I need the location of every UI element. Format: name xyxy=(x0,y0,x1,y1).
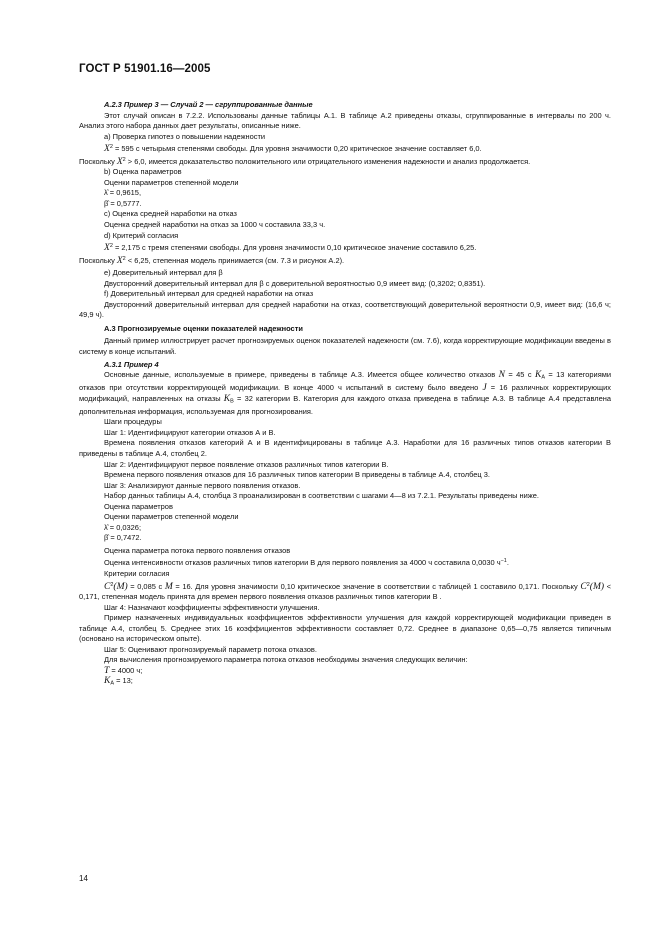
lambda-hat-symbol: λ̂ xyxy=(104,522,108,532)
paragraph: Времена появления отказов категорий А и В идентифицированы в таблице А.3. Наработки для 16 различных типов отказов категории В приведены в таблице А.4, столбец 2. xyxy=(79,438,611,458)
superscript: 2 xyxy=(586,581,590,588)
paragraph: Времена первого появления отказов для 16 различных типов категории В приведены в таблице А.4, столбец 3. xyxy=(104,470,490,480)
formula-line xyxy=(79,523,611,534)
text: < 6,25, степенная модель принимается (см. 7.3 и рисунок А.2). xyxy=(125,255,345,265)
formula-line xyxy=(79,188,611,199)
paragraph: Пример назначенных индивидуальных коэффициентов эффективности улучшения для каждой корректирующей модификации приведен в таблице А.4, столбец 5. Среднее этих 16 коэффициентов эффективности составляет 0,72. Среднее в диапазоне 0,65—0,75 является типичным (основано на историческом опыте). xyxy=(79,613,611,644)
document-header: ГОСТ Р 51901.16—2005 xyxy=(79,63,211,75)
text: = 0,0326; xyxy=(107,522,142,532)
paragraph xyxy=(79,155,611,168)
paragraph: Двусторонний доверительный интервал для средней наработки на отказ, соответствующий доверительной вероятности 0,9, имеет вид: (16,6 ч; 49,9 ч). xyxy=(79,299,611,320)
page-body xyxy=(79,98,611,689)
superscript: 2 xyxy=(122,156,126,163)
step-2: Шаг 2: Идентифицируют первое появление отказов различных типов категории В. xyxy=(104,459,389,469)
variable-ka xyxy=(79,676,611,689)
paragraph: Оценки параметров степенной модели xyxy=(104,177,239,187)
paragraph: Оценки параметров степенной модели xyxy=(104,512,239,522)
section-a23-heading: А.2.3 Пример 3 — Случай 2 — сгруппированные данные xyxy=(104,100,313,109)
formula-line xyxy=(79,199,611,210)
step-4: Шаг 4: Назначают коэффициенты эффективности улучшения. xyxy=(104,602,320,612)
subscript: A xyxy=(110,680,115,687)
text: = 0,085 с xyxy=(127,581,165,591)
text: < 0,171, степенная модель принята для времен первого появления отказов различных типов категории В . xyxy=(79,581,611,602)
text: . xyxy=(506,558,509,568)
text: = 16. Для уровня значимости 0,10 критическое значение в соответствии с таблицей 1 составило 0,171. Поскольку xyxy=(172,581,581,591)
symbol-k: K xyxy=(534,370,542,381)
text: = 0,9615, xyxy=(107,188,142,198)
chi-symbol: X xyxy=(104,144,110,155)
chi-symbol: X xyxy=(116,156,123,167)
section-a31-heading: А.3.1 Пример 4 xyxy=(104,359,159,369)
steps-title: Шаги процедуры xyxy=(104,417,162,427)
text: = 32 категории В. Категория для каждого отказа приведена в таблице А.3. В таблице А.4 представлена дополнительная информация, используемая для прогнозирования. xyxy=(79,393,611,416)
superscript: 2 xyxy=(110,581,114,588)
paragraph: Набор данных таблицы А.4, столбца 3 проанализирован в соответствии с шагами 4—8 из 7.2.1. Результаты приведены ниже. xyxy=(104,491,539,501)
text: Оценка интенсивности отказов различных типов категории В для первого появления за 4000 ч составила 0,0030 ч xyxy=(104,558,501,568)
chi-symbol: X xyxy=(104,243,110,254)
text: = 0,7472. xyxy=(108,533,142,543)
paragraph: Данный пример иллюстрирует расчет прогнозируемых оценок показателей надежности (см. 7.6), когда корректирующие модификации введены в систему в конце испытаний. xyxy=(79,336,611,357)
paragraph xyxy=(79,142,611,155)
list-item-e: e) Доверительный интервал для β xyxy=(104,268,223,278)
symbol-n: N xyxy=(498,370,505,381)
superscript: 2 xyxy=(109,144,113,151)
superscript: 2 xyxy=(109,243,113,250)
text: = 13; xyxy=(114,676,133,686)
lambda-hat-symbol: λ̂ xyxy=(104,188,108,198)
formula-line xyxy=(79,533,611,544)
paragraph xyxy=(79,556,611,569)
step-3: Шаг 3: Анализируют данные первого появления отказов. xyxy=(104,480,301,490)
variable-t xyxy=(79,666,611,677)
text: > 6,0, имеется доказательство положительного или отрицательного изменения надежности и анализ продолжается. xyxy=(125,156,531,166)
list-item-b: b) Оценка параметров xyxy=(104,167,182,177)
symbol-k: K xyxy=(104,676,111,687)
paragraph: Для вычисления прогнозируемого параметра потока отказов необходимы значения следующих величин: xyxy=(104,655,468,665)
text: = 0,5777. xyxy=(108,198,142,208)
symbol-t: T xyxy=(104,665,110,676)
beta-hat-symbol: β̂ xyxy=(104,198,109,208)
text: = 2,175 с тремя степенями свободы. Для уровня значимости 0,10 критическое значение составило 6,25. xyxy=(112,243,477,253)
symbol-k: K xyxy=(223,393,231,404)
beta-hat-symbol: β̂ xyxy=(104,533,109,543)
page-number: 14 xyxy=(79,874,88,883)
paragraph: Этот случай описан в 7.2.2. Использованы данные таблицы А.1. В таблице А.2 приведены отказы, сгруппированные в интервалы по 200 ч. Анализ этого набора данных дает результаты, описанные ниже. xyxy=(79,110,611,131)
symbol-c: C xyxy=(104,581,111,592)
text: = 13 категориями отказов при отсутствии корректирующей модификации. В конце 4000 ч испытаний в систему было введено xyxy=(79,370,611,393)
paragraph xyxy=(79,241,611,254)
symbol-m-paren: (M) xyxy=(113,581,128,592)
criteria-title: Критерии согласия xyxy=(104,568,170,578)
list-item-a: a) Проверка гипотез о повышении надежности xyxy=(104,131,266,141)
text: Поскольку xyxy=(79,255,117,265)
paragraph xyxy=(79,580,611,603)
superscript: 2 xyxy=(122,255,126,262)
section-a3-heading: А.3 Прогнозируемые оценки показателей надежности xyxy=(104,323,303,333)
text: = 16 различных корректирующих модификаций, направленных на отказы xyxy=(79,383,611,403)
paragraph: Оценка средней наработки на отказ за 1000 ч составила 33,3 ч. xyxy=(104,220,326,230)
list-item-d: d) Критерий согласия xyxy=(104,230,179,240)
superscript: −1 xyxy=(500,558,507,565)
list-item-c: c) Оценка средней наработки на отказ xyxy=(104,209,237,219)
text: = 45 с xyxy=(504,370,535,380)
text: = 4000 ч; xyxy=(109,665,143,675)
list-item-f: f) Доверительный интервал для средней наработки на отказ xyxy=(104,289,314,299)
flow-title: Оценка параметра потока первого появления отказов xyxy=(104,545,291,555)
paragraph xyxy=(79,370,611,417)
text: = 595 с четырьмя степенями свободы. Для уровня значимости 0,20 критическое значение составляет 6,0. xyxy=(112,144,482,154)
symbol-m-paren: (M) xyxy=(589,581,605,592)
symbol-j: J xyxy=(482,383,487,394)
symbol-c: C xyxy=(580,581,587,592)
symbol-m: M xyxy=(164,581,173,592)
step-1: Шаг 1: Идентифицируют категории отказов А и В. xyxy=(104,427,276,437)
step-5: Шаг 5: Оценивают прогнозируемый параметр потока отказов. xyxy=(104,644,317,654)
text: Поскольку xyxy=(79,156,117,166)
paragraph xyxy=(79,254,611,267)
estimate-title: Оценка параметров xyxy=(104,501,173,511)
subscript: A xyxy=(541,374,545,381)
subscript: B xyxy=(230,398,234,405)
text: Основные данные, используемые в примере, приведены в таблице А.3. Имеется общее количество отказов xyxy=(104,370,499,380)
chi-symbol: X xyxy=(116,255,123,266)
paragraph: Двусторонний доверительный интервал для β с доверительной вероятностью 0,9 имеет вид: (0,3202; 0,8351). xyxy=(104,278,486,288)
